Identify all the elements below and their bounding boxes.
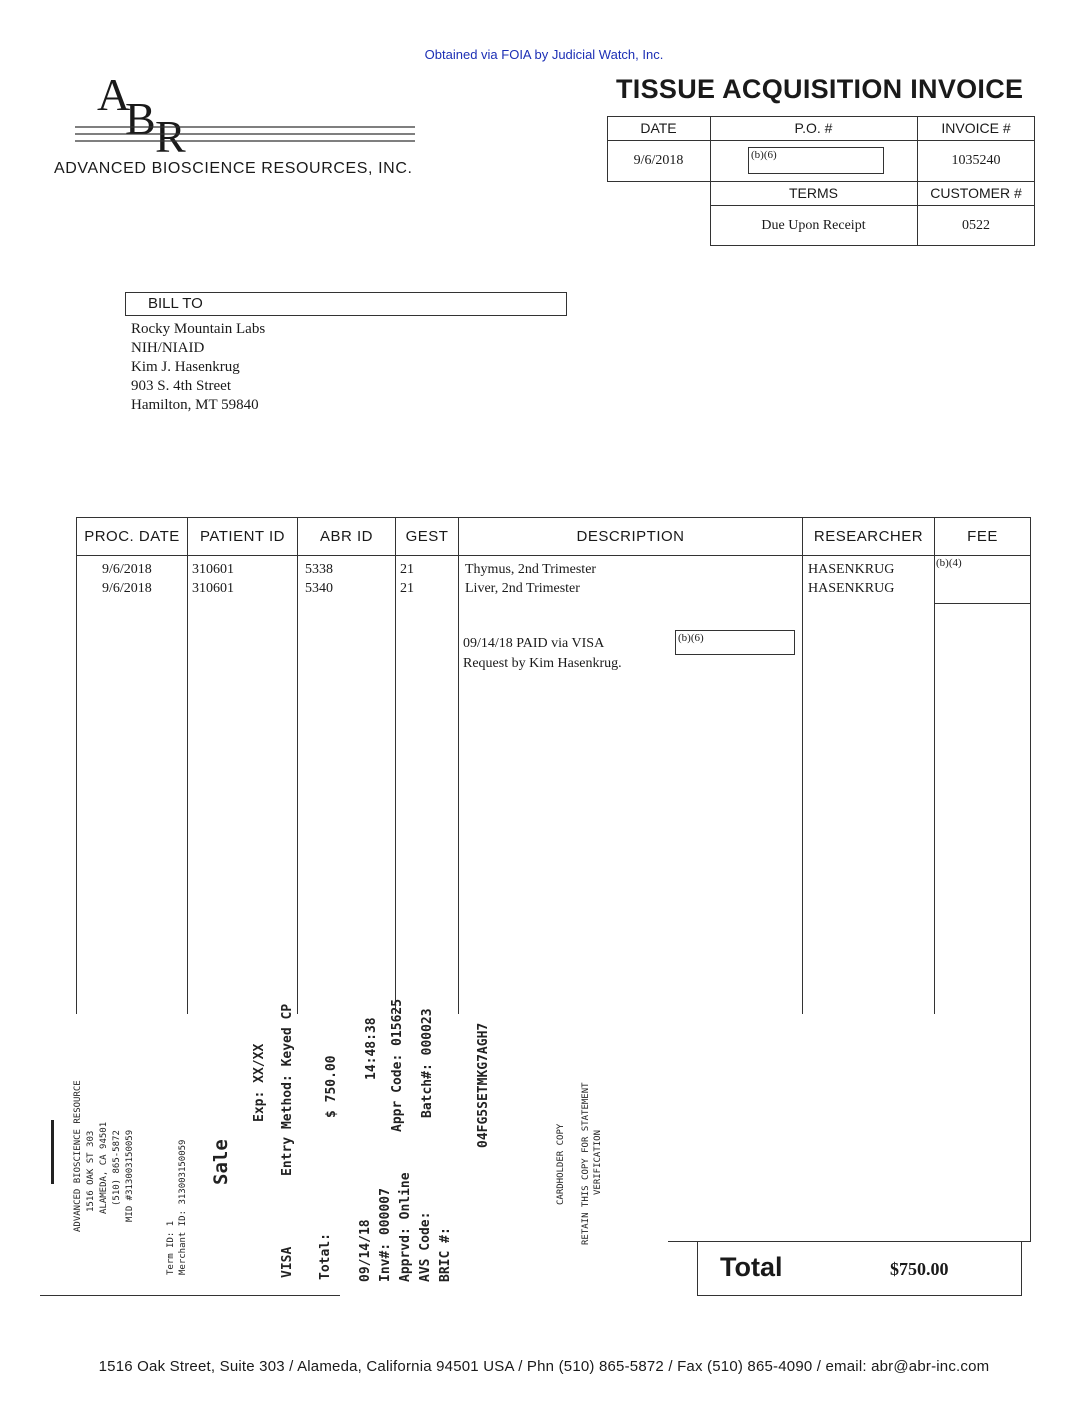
receipt-bric-value: 04FG5SETMKG7AGH7 (476, 1022, 491, 1148)
invoice-date: 9/6/2018 (633, 152, 684, 168)
abr-id-cell: 5338 (305, 562, 333, 577)
receipt-total-amount: $ 750.00 (324, 1055, 339, 1118)
terms-value: Due Upon Receipt (761, 217, 866, 233)
total-label: Total (720, 1252, 783, 1282)
proc-date-cell: 9/6/2018 (102, 562, 152, 577)
column-header: RESEARCHER (813, 527, 924, 545)
receipt-batch: Batch#: 000023 (420, 1008, 435, 1118)
receipt-total-label: Total: (318, 1233, 333, 1280)
researcher-cell: HASENKRUG (808, 581, 895, 596)
column-header: FEE (967, 527, 998, 545)
receipt-edge-mark (40, 1120, 54, 1184)
foia-note: Obtained via FOIA by Judicial Watch, Inc. (424, 47, 664, 62)
logo-letter-a: A (97, 72, 131, 120)
column-header: PATIENT ID (199, 527, 285, 545)
date-label: DATE (640, 120, 677, 136)
company-name: ADVANCED BIOSCIENCE RESOURCES, INC. (54, 160, 413, 177)
receipt-ids: Term ID: 1 Merchant ID: 313003150059 (166, 1139, 188, 1275)
bill-to-line: 903 S. 4th Street (131, 378, 231, 394)
customer-number-label: CUSTOMER # (930, 185, 1022, 201)
fee-redaction: (b)(4) (936, 557, 962, 569)
bill-to-line: Kim J. Hasenkrug (131, 359, 240, 375)
receipt-sale: Sale (210, 1139, 232, 1185)
logo-letter-r: R (155, 111, 186, 162)
receipt-transaction-details: 09/14/18 Inv#: 000007 Apprvd: Online AVS Code: BRIC #: (358, 1172, 453, 1282)
bill-to-line: Rocky Mountain Labs (131, 321, 266, 337)
invoice-title: TISSUE ACQUISITION INVOICE (616, 74, 1024, 104)
receipt-merchant: ADVANCED BIOSCIENCE RESOURCE 1516 OAK ST 303 ALAMEDA, CA 94501 (510) 865-5872 MID #313003150059 (73, 1080, 135, 1232)
po-label: P.O. # (794, 120, 833, 136)
researcher-cell: HASENKRUG (808, 562, 895, 577)
po-redaction: (b)(6) (748, 147, 884, 174)
proc-date-cell: 9/6/2018 (102, 581, 152, 596)
description-cell: Thymus, 2nd Trimester (465, 562, 597, 577)
receipt-cardholder-copy: CARDHOLDER COPY (556, 1123, 566, 1205)
note-redaction: (b)(6) (675, 630, 795, 655)
payment-note: 09/14/18 PAID via VISA (463, 636, 605, 651)
gest-cell: 21 (400, 562, 414, 577)
patient-id-cell: 310601 (192, 581, 234, 596)
abr-id-cell: 5340 (305, 581, 333, 596)
receipt-entry-method: Entry Method: Keyed CP (280, 1003, 295, 1176)
column-header: DESCRIPTION (576, 527, 685, 545)
customer-number: 0522 (962, 217, 990, 233)
column-header: ABR ID (319, 527, 373, 545)
invoice-number-label: INVOICE # (941, 120, 1011, 136)
patient-id-cell: 310601 (192, 562, 234, 577)
description-cell: Liver, 2nd Trimester (465, 581, 580, 596)
column-header: PROC. DATE (84, 527, 180, 545)
receipt-card: VISA (280, 1246, 295, 1278)
bill-to-address (131, 320, 265, 415)
terms-label: TERMS (789, 185, 838, 201)
bill-to-label: BILL TO (125, 292, 567, 316)
receipt-exp: Exp: XX/XX (252, 1043, 267, 1122)
invoice-number: 1035240 (951, 152, 1001, 168)
footer-contact: 1516 Oak Street, Suite 303 / Alameda, California 94501 USA / Phn (510) 865-5872 / Fax (510) 865-4090 / email: abr@abr-inc.com (98, 1358, 990, 1375)
receipt-retain-note: RETAIN THIS COPY FOR STATEMENT VERIFICATION (581, 1082, 603, 1245)
bill-to-line: Hamilton, MT 59840 (131, 397, 259, 413)
receipt-appr-code: Appr Code: 015625 (390, 998, 405, 1132)
gest-cell: 21 (400, 581, 414, 596)
abr-logo-icon (70, 72, 420, 162)
bill-to-line: NIH/NIAID (131, 340, 205, 356)
total-amount: $750.00 (890, 1259, 949, 1279)
receipt-time: 14:48:38 (364, 1017, 379, 1080)
logo-letter-b: B (125, 93, 156, 144)
column-header: GEST (405, 527, 449, 545)
request-note: Request by Kim Hasenkrug. (463, 656, 622, 671)
